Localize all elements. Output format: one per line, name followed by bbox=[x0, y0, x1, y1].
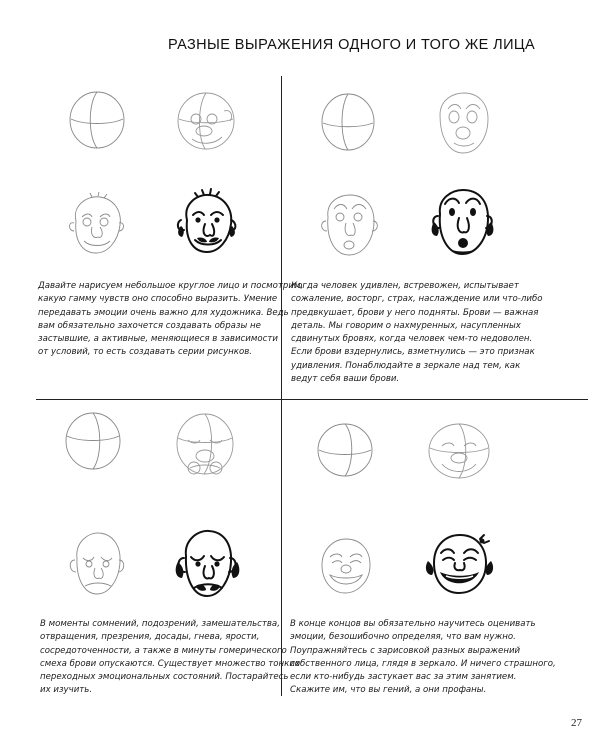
text-line: застывшие, а активные, меняющиеся в зависимости bbox=[38, 334, 278, 345]
text-line: смеха брови опускаются. Существует множество тонких bbox=[40, 658, 301, 669]
text-line: деталь. Мы говорим о нахмуренных, насупленных bbox=[291, 320, 521, 331]
panel-text-bottom-left bbox=[40, 618, 300, 698]
face-inked-surprised bbox=[428, 186, 498, 262]
text-line: сожаление, восторг, страх, наслаждение или что-либо bbox=[291, 294, 543, 305]
horizontal-divider bbox=[36, 399, 588, 400]
sketch-rough-features bbox=[430, 89, 496, 159]
text-line: предвкушает, брови у него подняты. Брови — важная bbox=[291, 307, 539, 318]
sketch-face-penciled bbox=[63, 528, 131, 604]
text-line: передавать эмоции очень важно для художника. Ведь bbox=[38, 307, 289, 318]
panel-text-top-right bbox=[291, 280, 543, 386]
text-line: их изучить. bbox=[40, 685, 93, 696]
panel-text-top-left bbox=[38, 280, 303, 360]
panel-text-bottom-right bbox=[290, 618, 556, 698]
text-line: Если брови вздернулись, взметнулись — это признак bbox=[291, 347, 535, 358]
face-inked-neutral bbox=[173, 188, 243, 260]
text-line: Когда человек удивлен, встревожен, испытывает bbox=[291, 281, 519, 291]
text-line: какую гамму чувств оно способно выразить. Умение bbox=[38, 294, 278, 305]
text-line: собственного лица, глядя в зеркало. И ничего страшного, bbox=[290, 658, 556, 669]
sketch-rough-features bbox=[170, 410, 240, 484]
vertical-divider bbox=[281, 76, 282, 696]
text-line: сдвинутых бровях, когда человек чем-то недоволен. bbox=[291, 334, 533, 345]
sketch-face-penciled bbox=[312, 533, 378, 599]
face-inked-frowning bbox=[172, 526, 244, 606]
sketch-circle-construction bbox=[66, 89, 128, 151]
sketch-face-penciled bbox=[316, 191, 382, 263]
text-line: если кто-нибудь застукает вас за этим занятием. bbox=[290, 672, 517, 683]
text-line: эмоции, безошибочно определяя, что вам нужно. bbox=[290, 632, 516, 643]
sketch-rough-features bbox=[172, 89, 240, 153]
text-line: вам обязательно захочется создавать образы не bbox=[38, 320, 261, 331]
text-line: В моменты сомнений, подозрений, замешательства, bbox=[40, 619, 280, 629]
text-line: переходных эмоциональных состояний. Постарайтесь bbox=[40, 672, 289, 683]
sketch-rough-features bbox=[424, 420, 494, 482]
sketch-circle-construction bbox=[314, 420, 376, 480]
sketch-face-penciled bbox=[62, 191, 130, 259]
sketch-circle-construction bbox=[62, 410, 124, 472]
text-line: Поупражняйтесь с зарисовкой разных выражений bbox=[290, 645, 521, 656]
text-line: от условий, то есть создавать серии рисунков. bbox=[38, 347, 253, 358]
text-line: Давайте нарисуем небольшое круглое лицо и посмотрим, bbox=[38, 281, 304, 291]
face-inked-laughing bbox=[424, 529, 496, 599]
text-line: сосредоточенности, а также в минуты гомерического bbox=[40, 645, 287, 656]
text-line: В конце концов вы обязательно научитесь оценивать bbox=[290, 619, 536, 629]
text-line: удивления. Понаблюдайте в зеркале над тем, как bbox=[291, 360, 521, 371]
text-line: Скажите им, что вы гений, а они профаны. bbox=[290, 685, 487, 696]
page-number: 27 bbox=[571, 717, 582, 729]
text-line: ведут себя ваши брови. bbox=[291, 374, 400, 385]
sketch-circle-construction bbox=[318, 91, 378, 153]
text-line: отвращения, презрения, досады, гнева, ярости, bbox=[40, 632, 260, 643]
page-title: РАЗНЫЕ ВЫРАЖЕНИЯ ОДНОГО И ТОГО ЖЕ ЛИЦА bbox=[168, 37, 536, 53]
